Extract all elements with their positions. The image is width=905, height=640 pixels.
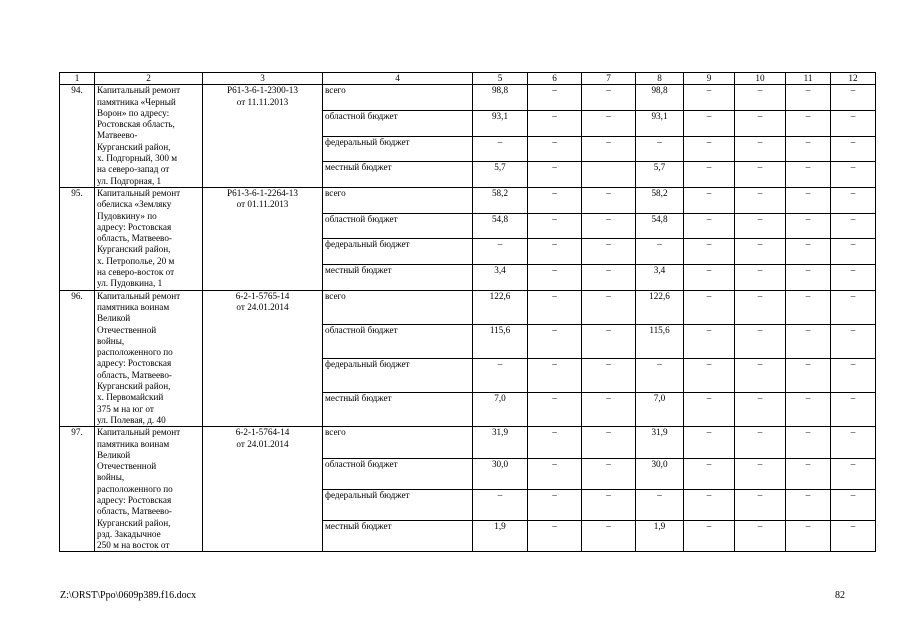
value-cell: –: [684, 264, 735, 290]
column-header: 10: [735, 73, 786, 85]
value-cell: –: [528, 458, 582, 489]
value-cell: –: [831, 110, 876, 136]
funding-source: областной бюджет: [323, 110, 473, 136]
value-cell: –: [786, 393, 831, 427]
value-cell: 5,7: [636, 162, 684, 188]
entry-description: Капитальный ремонт памятника воинам Великой Отечественной войны, расположенного по адресу: Ростовская область, Матвеево- Курганский район, рзд. Закадычное 250 м на восток от: [95, 427, 203, 552]
value-cell: –: [786, 290, 831, 324]
header-row: [60, 73, 876, 85]
value-cell: –: [582, 427, 636, 458]
entry-number: 95.: [60, 187, 95, 290]
document-number: 6-2-1-5764-14: [235, 427, 290, 438]
value-cell: –: [831, 264, 876, 290]
value-cell: –: [735, 324, 786, 358]
funding-source: местный бюджет: [323, 264, 473, 290]
document-date: от 24.01.2014: [236, 301, 289, 312]
entry-description: Капитальный ремонт обелиска «Земляку Пудовкину» по адресу: Ростовская область, Матвеево- Курганский район, х. Петрополье, 20 м на северо-восток от ул. Пудовкина, 1: [95, 187, 203, 290]
value-cell: –: [786, 458, 831, 489]
value-cell: –: [582, 187, 636, 213]
value-cell: –: [528, 187, 582, 213]
value-cell: 115,6: [636, 324, 684, 358]
value-cell: –: [735, 290, 786, 324]
entry-document: [203, 187, 323, 290]
entry-number: 97.: [60, 427, 95, 552]
column-header: 8: [636, 73, 684, 85]
entry-document: [203, 427, 323, 552]
value-cell: 93,1: [473, 110, 528, 136]
value-cell: –: [684, 187, 735, 213]
value-cell: –: [582, 458, 636, 489]
table-row: [60, 427, 876, 458]
value-cell: 5,7: [473, 162, 528, 188]
value-cell: –: [831, 324, 876, 358]
value-cell: –: [831, 458, 876, 489]
budget-table-container: [59, 72, 876, 552]
value-cell: –: [735, 264, 786, 290]
value-cell: 54,8: [636, 213, 684, 239]
value-cell: –: [528, 358, 582, 392]
value-cell: –: [684, 290, 735, 324]
column-header: 4: [323, 73, 473, 85]
value-cell: –: [582, 521, 636, 552]
value-cell: –: [831, 489, 876, 520]
value-cell: –: [831, 427, 876, 458]
value-cell: –: [528, 427, 582, 458]
value-cell: –: [528, 290, 582, 324]
value-cell: –: [528, 213, 582, 239]
value-cell: –: [582, 136, 636, 162]
value-cell: –: [735, 358, 786, 392]
value-cell: 7,0: [636, 393, 684, 427]
value-cell: 98,8: [636, 85, 684, 111]
value-cell: –: [786, 187, 831, 213]
value-cell: –: [636, 239, 684, 265]
value-cell: –: [786, 521, 831, 552]
column-header: 11: [786, 73, 831, 85]
value-cell: –: [831, 521, 876, 552]
column-header: 12: [831, 73, 876, 85]
value-cell: 3,4: [636, 264, 684, 290]
value-cell: –: [735, 187, 786, 213]
value-cell: 122,6: [636, 290, 684, 324]
value-cell: –: [831, 162, 876, 188]
funding-source: всего: [323, 187, 473, 213]
value-cell: –: [735, 521, 786, 552]
table-row: [60, 290, 876, 324]
value-cell: –: [735, 85, 786, 111]
value-cell: –: [528, 324, 582, 358]
value-cell: –: [831, 239, 876, 265]
value-cell: –: [735, 239, 786, 265]
entry-description: Капитальный ремонт памятника «Черный Ворон» по адресу: Ростовская область, Матвеево- Курганский район, х. Подгорный, 300 м на северо-запад от ул. Подгорная, 1: [95, 85, 203, 188]
value-cell: –: [636, 489, 684, 520]
column-header: 7: [582, 73, 636, 85]
value-cell: –: [786, 427, 831, 458]
table-row: [60, 187, 876, 213]
column-header: 1: [60, 73, 95, 85]
value-cell: –: [786, 489, 831, 520]
value-cell: –: [528, 136, 582, 162]
value-cell: –: [582, 110, 636, 136]
table-row: [60, 85, 876, 111]
entry-document: [203, 290, 323, 427]
value-cell: –: [831, 136, 876, 162]
value-cell: –: [582, 290, 636, 324]
value-cell: –: [684, 213, 735, 239]
value-cell: 7,0: [473, 393, 528, 427]
document-number: Р61-3-6-1-2264-13: [227, 187, 298, 198]
value-cell: –: [684, 521, 735, 552]
funding-source: местный бюджет: [323, 521, 473, 552]
value-cell: 30,0: [473, 458, 528, 489]
value-cell: 1,9: [636, 521, 684, 552]
value-cell: –: [582, 358, 636, 392]
entry-description: Капитальный ремонт памятника воинам Великой Отечественной войны, расположенного по адресу: Ростовская область, Матвеево- Курганский район, х. Первомайский 375 м на юг от ул. Полевая, д. 40: [95, 290, 203, 427]
entry-document: [203, 85, 323, 188]
value-cell: –: [786, 136, 831, 162]
value-cell: –: [684, 110, 735, 136]
value-cell: –: [735, 162, 786, 188]
value-cell: –: [582, 489, 636, 520]
value-cell: –: [786, 239, 831, 265]
value-cell: –: [735, 136, 786, 162]
value-cell: –: [528, 162, 582, 188]
value-cell: –: [473, 136, 528, 162]
funding-source: федеральный бюджет: [323, 358, 473, 392]
value-cell: 54,8: [473, 213, 528, 239]
funding-source: всего: [323, 85, 473, 111]
value-cell: –: [636, 358, 684, 392]
document-date: от 24.01.2014: [236, 438, 289, 449]
page-number: 82: [835, 590, 845, 601]
column-header: 2: [95, 73, 203, 85]
value-cell: –: [636, 136, 684, 162]
funding-source: областной бюджет: [323, 458, 473, 489]
value-cell: –: [582, 239, 636, 265]
footer-file-path: Z:\ORST\Ppo\0609p389.f16.docx: [60, 590, 197, 601]
value-cell: –: [684, 239, 735, 265]
value-cell: –: [528, 264, 582, 290]
value-cell: –: [582, 393, 636, 427]
value-cell: –: [684, 489, 735, 520]
value-cell: –: [684, 358, 735, 392]
value-cell: –: [684, 458, 735, 489]
value-cell: 31,9: [636, 427, 684, 458]
entry-number: 94.: [60, 85, 95, 188]
value-cell: –: [684, 136, 735, 162]
value-cell: –: [582, 213, 636, 239]
value-cell: –: [473, 239, 528, 265]
value-cell: –: [786, 162, 831, 188]
value-cell: 58,2: [473, 187, 528, 213]
value-cell: –: [473, 489, 528, 520]
value-cell: –: [735, 393, 786, 427]
value-cell: –: [582, 324, 636, 358]
funding-source: федеральный бюджет: [323, 489, 473, 520]
funding-source: всего: [323, 290, 473, 324]
value-cell: –: [786, 213, 831, 239]
value-cell: –: [735, 110, 786, 136]
value-cell: –: [684, 162, 735, 188]
value-cell: –: [735, 427, 786, 458]
value-cell: 115,6: [473, 324, 528, 358]
document-date: от 01.11.2013: [236, 199, 289, 210]
value-cell: 1,9: [473, 521, 528, 552]
value-cell: –: [735, 213, 786, 239]
value-cell: –: [528, 239, 582, 265]
value-cell: –: [786, 110, 831, 136]
value-cell: –: [473, 358, 528, 392]
value-cell: –: [831, 393, 876, 427]
value-cell: 31,9: [473, 427, 528, 458]
value-cell: –: [684, 393, 735, 427]
document-date: от 11.11.2013: [236, 96, 289, 107]
document-number: 6-2-1-5765-14: [235, 290, 290, 301]
budget-table: [59, 72, 876, 552]
value-cell: –: [831, 290, 876, 324]
value-cell: –: [735, 458, 786, 489]
column-header: 9: [684, 73, 735, 85]
value-cell: 93,1: [636, 110, 684, 136]
column-header: 6: [528, 73, 582, 85]
value-cell: –: [528, 489, 582, 520]
value-cell: –: [831, 85, 876, 111]
value-cell: 30,0: [636, 458, 684, 489]
funding-source: федеральный бюджет: [323, 239, 473, 265]
value-cell: –: [528, 85, 582, 111]
value-cell: –: [831, 187, 876, 213]
value-cell: –: [786, 324, 831, 358]
funding-source: местный бюджет: [323, 162, 473, 188]
value-cell: 98,8: [473, 85, 528, 111]
value-cell: –: [684, 427, 735, 458]
value-cell: 122,6: [473, 290, 528, 324]
funding-source: областной бюджет: [323, 324, 473, 358]
entry-number: 96.: [60, 290, 95, 427]
value-cell: –: [684, 324, 735, 358]
value-cell: –: [831, 358, 876, 392]
value-cell: –: [786, 85, 831, 111]
document-number: Р61-3-6-1-2300-13: [227, 85, 298, 96]
column-header: 3: [203, 73, 323, 85]
value-cell: –: [684, 85, 735, 111]
funding-source: всего: [323, 427, 473, 458]
funding-source: федеральный бюджет: [323, 136, 473, 162]
value-cell: –: [528, 393, 582, 427]
value-cell: –: [735, 489, 786, 520]
value-cell: [582, 162, 636, 188]
funding-source: областной бюджет: [323, 213, 473, 239]
value-cell: –: [831, 213, 876, 239]
value-cell: –: [528, 521, 582, 552]
funding-source: местный бюджет: [323, 393, 473, 427]
value-cell: –: [582, 264, 636, 290]
value-cell: 58,2: [636, 187, 684, 213]
value-cell: –: [528, 110, 582, 136]
value-cell: –: [786, 358, 831, 392]
value-cell: –: [786, 264, 831, 290]
column-header: 5: [473, 73, 528, 85]
value-cell: 3,4: [473, 264, 528, 290]
value-cell: –: [582, 85, 636, 111]
